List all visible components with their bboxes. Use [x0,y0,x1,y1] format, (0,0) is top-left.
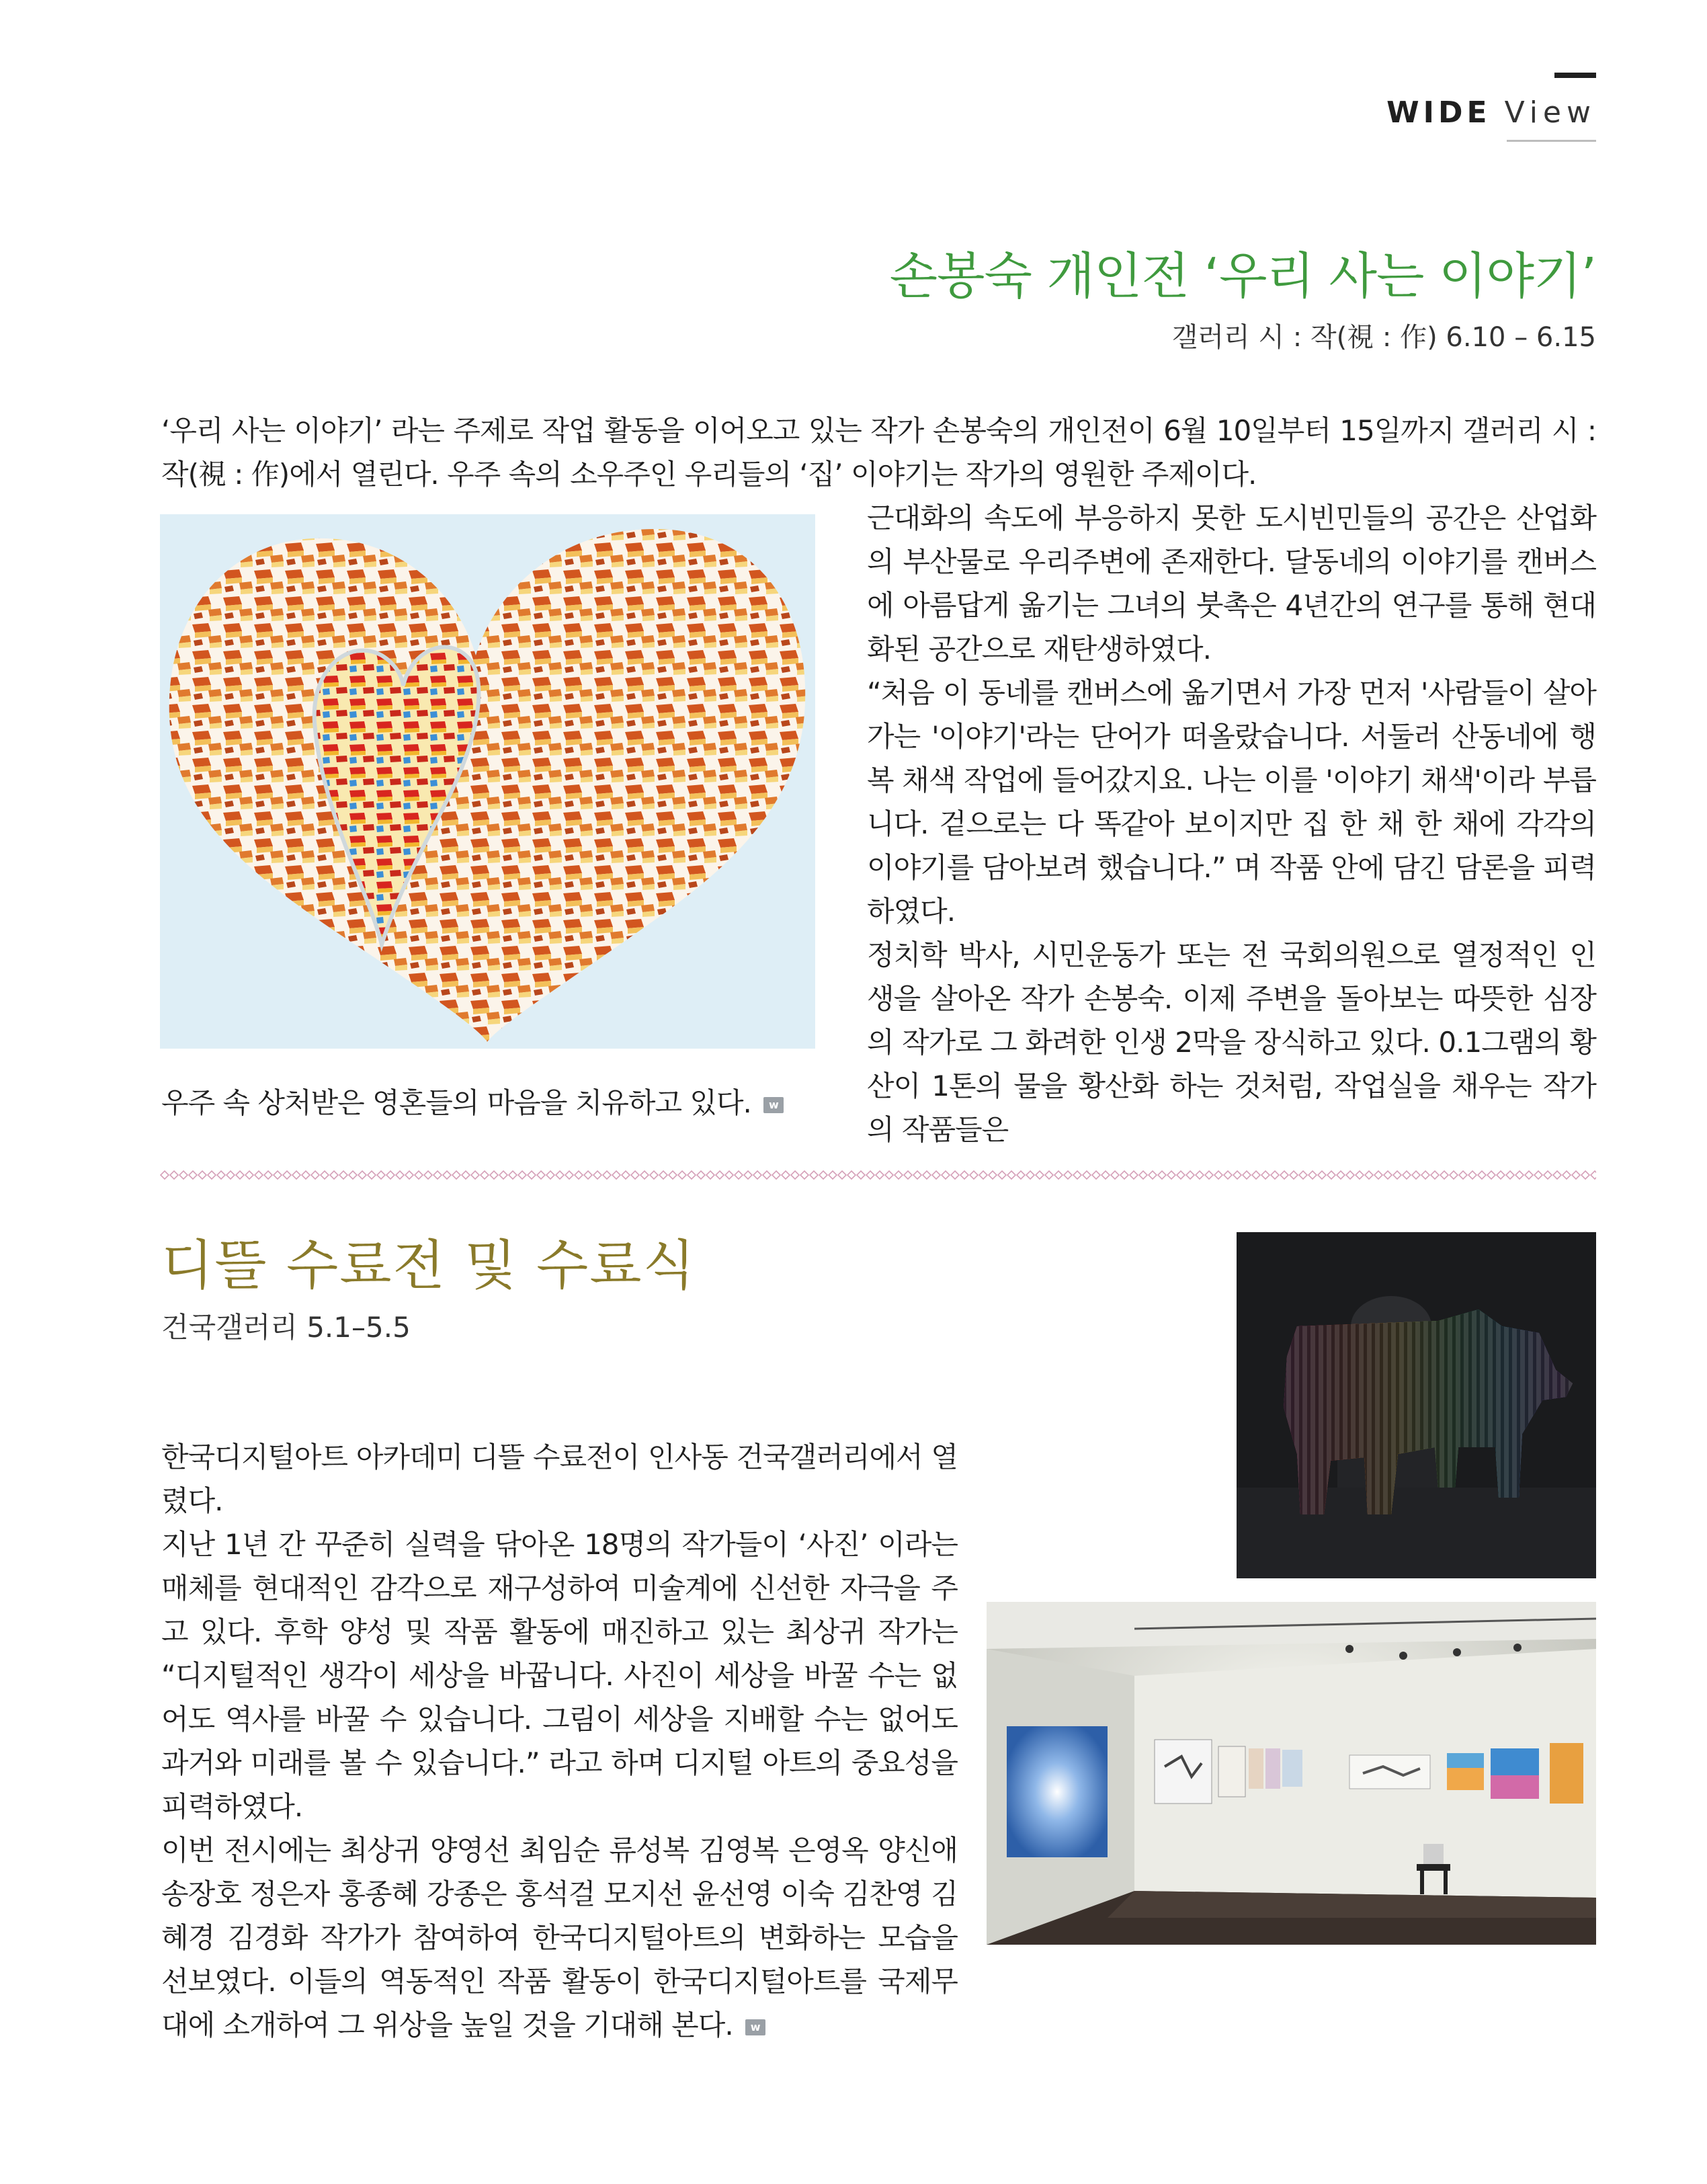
article1-paragraph: 정치학 박사, 시민운동가 또는 전 국회의원으로 열정적인 인생을 살아온 작가 손봉숙. 이제 주변을 돌아보는 따뜻한 심장의 작가로 그 화려한 인생 2막을 장식하고 있다. 0.1그램의 황산이 1톤의 물을 황산화 하는 것처럼, 작업실을 채우는 작가의 작품들은 [867,938,1596,1146]
article1-ending [161,1081,901,1125]
header-accent-bar [1554,73,1596,78]
article2-subtitle: 건국갤러리 5.1–5.5 [161,1311,411,1344]
article1-body-column [867,496,1596,1151]
section-name-light: View [1504,95,1596,130]
article1-ending-text: 우주 속 상처받은 영혼들의 마음을 치유하고 있다. [161,1086,751,1119]
article2-paragraph-text: 이번 전시에는 최상귀 양영선 최임순 류성복 김영복 은영옥 양신애 송장호 정은자 홍종혜 강종은 홍석걸 모지선 윤선영 이숙 김찬영 김혜경 김경화 작가가 참여하여 한국디지털아트의 변화하는 모습을 선보였다. 이들의 역동적인 작품 활동이 한국디지털아트를 국제무대에 소개하여 그 위상을 높일 것을 기대해 본다. [161,1834,958,2041]
end-mark-icon: w [763,1097,784,1113]
end-mark-icon: w [745,2019,765,2035]
article1-subtitle: 갤러리 시 : 작(視 : 作) 6.10 – 6.15 [1171,322,1596,353]
heart-artwork-image [160,514,815,1049]
header-rule [1507,140,1596,142]
gallery-interior-image [987,1602,1596,1945]
article1-intro: ‘우리 사는 이야기’ 라는 주제로 작업 활동을 이어오고 있는 작가 손봉숙의 개인전이 6월 10일부터 15일까지 갤러리 시 : 작(視 : 作)에서 열린다. 우주 속의 소우주인 우리들의 ‘집’ 이야기는 작가의 영원한 주제이다. [161,414,1596,491]
section-name-bold: WIDE [1386,95,1491,130]
article1-paragraph: “처음 이 동네를 캔버스에 옮기면서 가장 먼저 '사람들이 살아가는 '이야기'라는 단어가 떠올랐습니다. 서둘러 산동네에 행복 채색 작업에 들어갔지요. 나는 이를 '이야기 채색'이라 부릅니다. 겉으로는 다 똑같아 보이지만 집 한 채 한 채에 각각의 이야기를 담아보려 했습니다.” 며 작품 안에 담긴 담론을 피력하였다. [867,676,1596,928]
article1-title: 손봉숙 개인전 ‘우리 사는 이야기’ [889,247,1596,305]
article2-title: 디뜰 수료전 및 수료식 [161,1234,696,1297]
article2-body [161,1435,958,2047]
article1-paragraph: 근대화의 속도에 부응하지 못한 도시빈민들의 공간은 산업화의 부산물로 우리주변에 존재한다. 달동네의 이야기를 캔버스에 아름답게 옮기는 그녀의 붓촉은 4년간의 연구를 통해 현대화된 공간으로 재탄생하였다. [867,501,1596,665]
section-divider [160,1168,1596,1182]
article2-paragraph: 지난 1년 간 꾸준히 실력을 닦아온 18명의 작가들이 ‘사진’ 이라는 매체를 현대적인 감각으로 재구성하여 미술계에 신선한 자극을 주고 있다. 후학 양성 및 작품 활동에 매진하고 있는 최상귀 작가는 “디지털적인 생각이 세상을 바꿉니다. 사진이 세상을 바꿀 수는 없어도 역사를 바꿀 수 있습니다. 그림이 세상을 지배할 수는 없어도 과거와 미래를 볼 수 있습니다.” 라고 하며 디지털 아트의 중요성을 피력하였다. [161,1528,958,1823]
section-header [1386,95,1596,130]
digital-bear-artwork-image [1237,1232,1596,1578]
article2-paragraph [161,1828,958,2047]
article2-paragraph: 한국디지털아트 아카데미 디뜰 수료전이 인사동 건국갤러리에서 열렸다. [161,1441,958,1517]
